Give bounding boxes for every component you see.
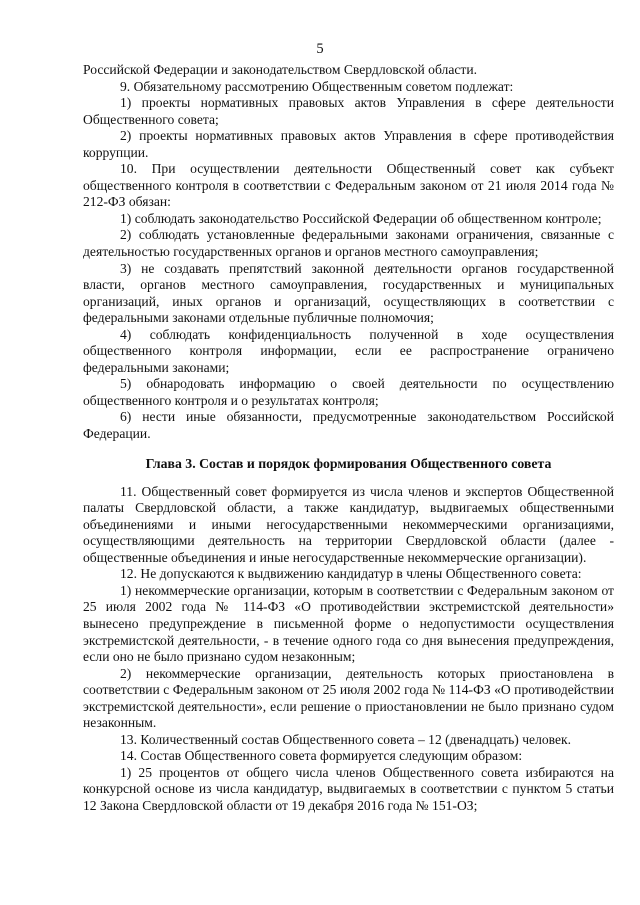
paragraph-item-10-3: 3) не создавать препятствий законной деятельности органов государственной власти, органов местного самоуправления, государственных и муниципальных организаций, иных органов и организаций, осуществляющих в соответствии с федеральными законами отдельные публичные полномочия; xyxy=(83,260,614,326)
paragraph-item-10-2: 2) соблюдать установленные федеральными законами ограничения, связанные с деятельностью государственных органов и органов местного самоуправления; xyxy=(83,227,614,260)
paragraph-item-9-1: 1) проекты нормативных правовых актов Управления в сфере деятельности Общественного совета; xyxy=(83,95,614,127)
paragraph-item-10: 10. При осуществлении деятельности Общественный совет как субъект общественного контроля в соответствии с Федеральным законом от 21 июля 2014 года № 212-ФЗ обязан: xyxy=(83,161,614,210)
paragraph-item-12: 12. Не допускаются к выдвижению кандидатур в члены Общественного совета: xyxy=(120,566,582,582)
paragraph-item-10-4: 4) соблюдать конфиденциальность полученной в ходе осуществления общественного контроля информации, если ее распространение ограничено федеральными законами; xyxy=(83,326,614,375)
paragraph-item-9-2: 2) проекты нормативных правовых актов Управления в сфере противодействия коррупции. xyxy=(83,128,614,160)
paragraph-item-13: 13. Количественный состав Общественного совета – 12 (двенадцать) человек. xyxy=(120,731,572,747)
paragraph-item-9: 9. Обязательному рассмотрению Общественным советом подлежат: xyxy=(120,78,514,94)
paragraph-item-10-6: 6) нести иные обязанности, предусмотренные законодательством Российской Федерации. xyxy=(83,409,614,442)
paragraph-item-14: 14. Состав Общественного совета формируется следующим образом: xyxy=(120,748,523,764)
paragraph-item-12-1: 1) некоммерческие организации, которым в соответствии с Федеральным законом от 25 июля 2002 года № 114-ФЗ «О противодействии экстремистской деятельности» вынесено предупреждение в письменной форме о недопустимости осуществления экстремистской деятельности, - в течение одного года со дня вынесения предупреждения, если оно не было признано судом незаконным; xyxy=(83,582,614,665)
chapter-heading: Глава 3. Состав и порядок формирования Общественного совета xyxy=(145,455,552,471)
paragraph-item-11: 11. Общественный совет формируется из числа членов и экспертов Общественной палаты Свердловской области, а также кандидатур, выдвигаемых общественными объединениями и иными негосударственными некоммерческими организациями, осуществляющими деятельность на территории Свердловской области (далее - общественные объединения и иные негосударственные некоммерческие организации). xyxy=(83,483,614,565)
paragraph-item-12-2: 2) некоммерческие организации, деятельность которых приостановлена в соответствии с Федеральным законом от 25 июля 2002 года № 114-ФЗ «О противодействии экстремистской деятельности», если решение о приостановлении не было признано судом незаконным. xyxy=(83,665,614,731)
page-content xyxy=(83,62,614,815)
paragraph-item-10-1: 1) соблюдать законодательство Российской Федерации об общественном контроле; xyxy=(120,210,602,226)
paragraph-item-10-5: 5) обнародовать информацию о своей деятельности по осуществлению общественного контроля и о результатах контроля; xyxy=(83,376,614,408)
paragraph-item-14-1: 1) 25 процентов от общего числа членов Общественного совета избираются на конкурсной основе из числа кандидатур, выдвигаемых в соответствии с пунктом 5 статьи 12 Закона Свердловской области от 19 декабря 2016 года № 151-ОЗ; xyxy=(83,764,614,813)
page-number: 5 xyxy=(316,41,324,57)
paragraph-continuation: Российской Федерации и законодательством Свердловской области. xyxy=(83,62,477,77)
